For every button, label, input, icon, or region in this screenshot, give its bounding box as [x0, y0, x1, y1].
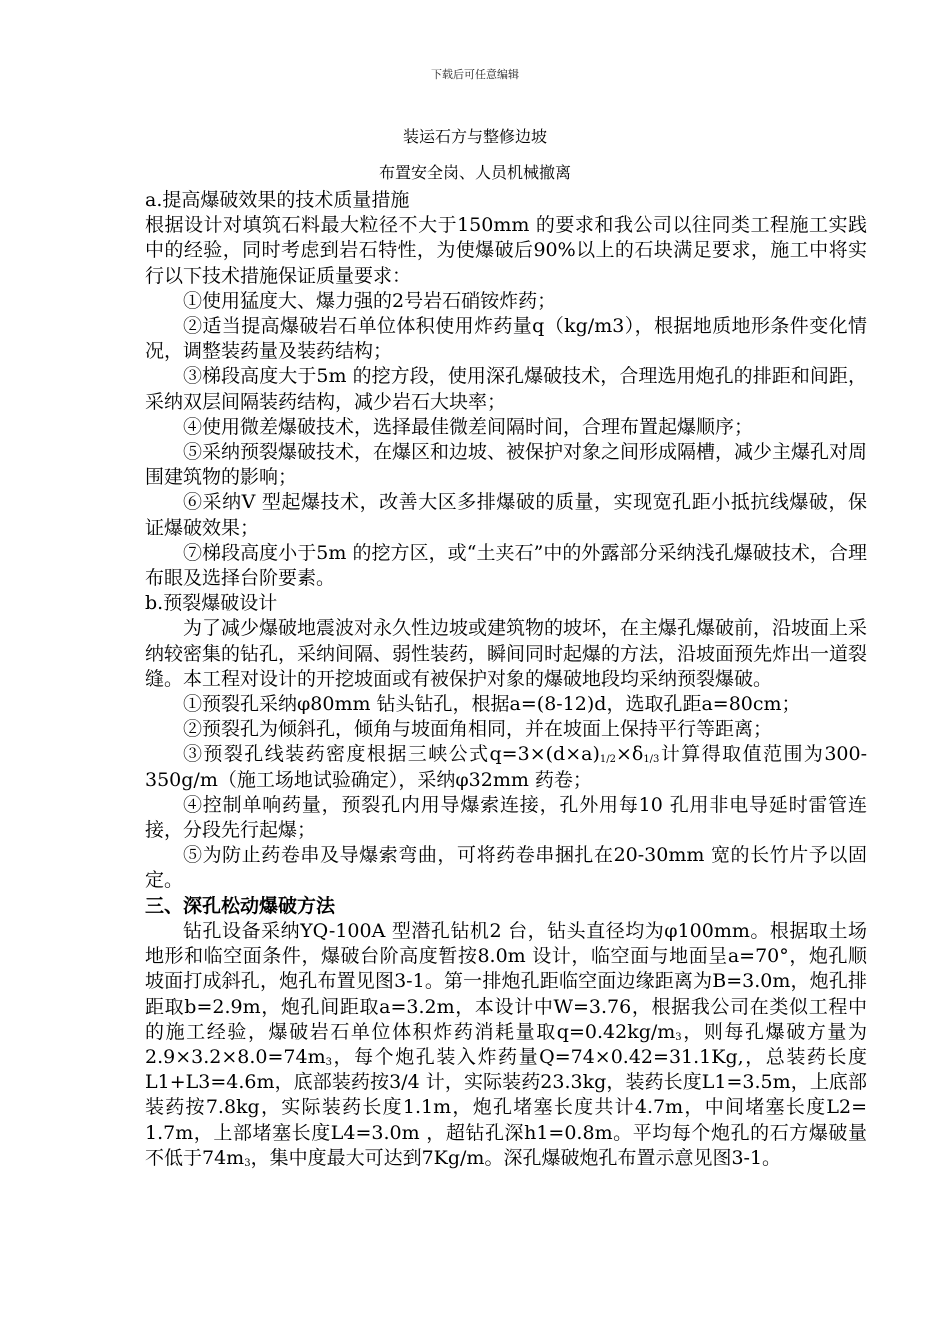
section-b-item-3: [145, 742, 867, 792]
section-a-item-2: ②适当提高爆破岩石单位体积使用炸药量q（kg/m3），根据地质地形条件变化情况，调整装药量及装药结构；: [145, 315, 867, 363]
unit-subscript-3: 3: [244, 1157, 251, 1169]
page-header-note: 下载后可任意编辑: [431, 68, 519, 81]
section-b-title: b.预裂爆破设计: [145, 592, 278, 615]
formula-text-2: ×δ: [615, 743, 644, 766]
section-a-intro: 根据设计对填筑石料最大粒径不大于150mm 的要求和我公司以往同类工程施工实践中的经验，同时考虑到岩石特性，为使爆破后90%以上的石块满足要求，施工中将实行以下技术措施保证质量要求：: [145, 214, 867, 287]
section-a-title: a.提高爆破效果的技术质量措施: [145, 189, 410, 211]
section-a-item-7: ⑦梯段高度小于5m 的挖方区，或“土夹石”中的外露部分采纳浅孔爆破技术，合理布眼及选择台阶要素。: [145, 541, 867, 590]
section-b-intro: 为了减少爆破地震波对永久性边坡或建筑物的坡坏，在主爆孔爆破前，沿坡面上采纳较密集的钻孔，采纳间隔、弱性装药，瞬间同时起爆的方法，沿坡面预先炸出一道裂缝。本工程对设计的开挖坡面或有被保护对象的爆破地段均采纳预裂爆破。: [145, 617, 868, 690]
flow-step-load-trim: 装运石方与整修边坡: [402, 127, 547, 146]
section-b-item-4: ④控制单响药量，预裂孔内用导爆索连接，孔外用每10 孔用非电导延时雷管连接，分段先行起爆；: [145, 793, 867, 842]
section-3-text-2: ，则每孔爆破方量为2.9×3.2×8.0=74m: [145, 1020, 867, 1068]
section-3-text-1: 钻孔设备采纳YQ-100A 型潜孔钻机2 台，钻头直径均为φ100mm。根据取土场地形和临空面条件，爆破台阶高度暂按8.0m 设计，临空面与地面呈a=70°，炮孔顺坡面打成斜孔，炮孔布置见图3-1。第一排炮孔距临空面边缘距离为B=3.0m，炮孔排距取b=2.9m，炮孔间距取a=3.2m，本设计中W=3.76，根据我公司在类似工程中的施工经验，爆破岩石单位体积炸药消耗量取q=0.42kg/m: [145, 919, 867, 1043]
section-3-text-3: ，每个炮孔装入炸药量Q=74×0.42=31.1Kg,，总装药长度L1+L3=4.6m，底部装药按3/4 计，实际装药23.3kg，装药长度L1=3.5m，上底部装药按7.8kg，实际装药长度1.1m，炮孔堵塞长度共计4.7m，中间堵塞长度L2= 1.7m，上部堵塞长度L4=3.0m ，超钻孔深h1=0.8m。平均每个炮孔的石方爆破量不低于74m: [145, 1045, 867, 1169]
formula-text-1: ③预裂孔线装药密度根据三峡公式q=3×(d×a): [183, 743, 600, 766]
section-b-item-2: ②预裂孔为倾斜孔，倾角与坡面角相同，并在坡面上保持平行等距离；: [183, 718, 773, 741]
section-a-item-5: ⑤采纳预裂爆破技术，在爆区和边坡、被保护对象之间形成隔槽，减少主爆孔对周围建筑物的影响；: [145, 441, 868, 489]
unit-subscript-2: 3: [325, 1056, 332, 1068]
section-a-item-3: ③梯段高度大于5m 的挖方段，使用深孔爆破技术，合理选用炮孔的排距和间距，采纳双层间隔装药结构，减少岩石大块率；: [145, 365, 867, 413]
section-a-item-4: ④使用微差爆破技术，选择最佳微差间隔时间，合理布置起爆顺序；: [183, 415, 754, 438]
formula-text-3: 计算得取值范围为300-350g/m（施工场地试验确定），采纳φ32mm 药卷；: [145, 743, 868, 791]
formula-exponent-2: 1/3: [643, 754, 660, 766]
section-b-item-5: ⑤为防止药卷串及导爆索弯曲，可将药卷串捆扎在20-30mm 宽的长竹片予以固定。: [145, 844, 867, 892]
section-a-item-1: ①使用猛度大、爆力强的2号岩石硝铵炸药；: [183, 289, 557, 312]
formula-exponent-1: 1/2: [599, 754, 616, 766]
section-3-paragraph: [145, 919, 867, 1171]
section-a-item-6: ⑥采纳V 型起爆技术，改善大区多排爆破的质量，实现宽孔距小抵抗线爆破，保证爆破效果；: [145, 491, 867, 539]
section-b-item-1: ①预裂孔采纳φ80mm 钻头钻孔，根据a=(8-12)d，选取孔距a=80cm；: [183, 693, 801, 716]
document-body: [145, 188, 867, 1171]
section-3-text-4: ，集中度最大可达到7Kg/m。深孔爆破炮孔布置示意见图3-1。: [250, 1146, 782, 1169]
unit-subscript-1: 3: [675, 1031, 682, 1043]
section-3-title: 三、深孔松动爆破方法: [145, 894, 336, 917]
flow-step-evacuate: 布置安全岗、人员机械撤离: [378, 163, 571, 182]
